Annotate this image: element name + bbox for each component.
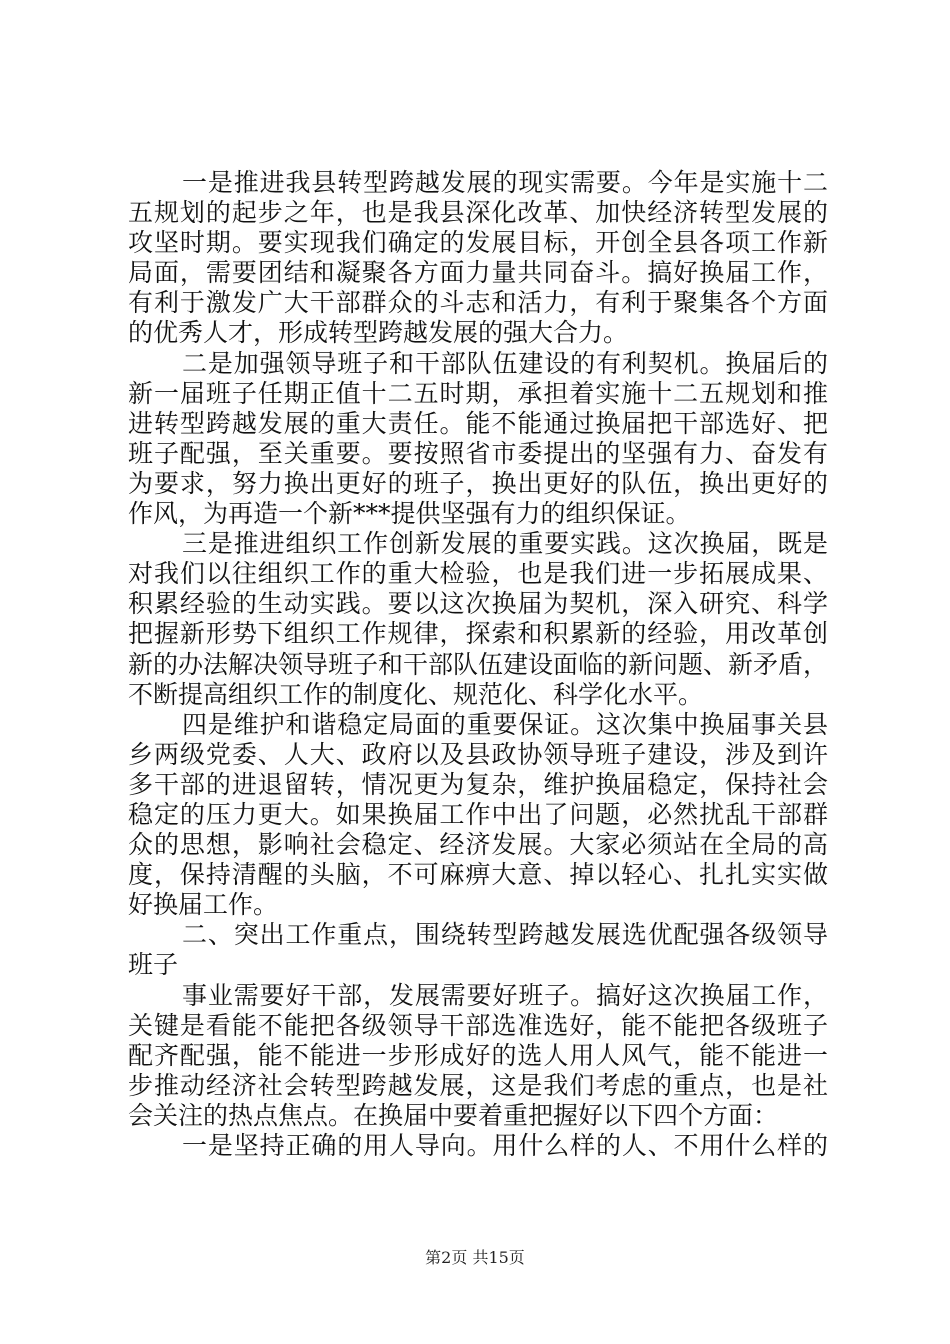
text-line: 度，保持清醒的头脑，不可麻痹大意、掉以轻心、扎扎实实做	[128, 860, 828, 890]
text-line: 五规划的起步之年，也是我县深化改革、加快经济转型发展的	[128, 198, 828, 228]
text-line: 三是推进组织工作创新发展的重要实践。这次换届，既是	[182, 529, 828, 559]
text-line: 二是加强领导班子和干部队伍建设的有利契机。换届后的	[182, 348, 828, 378]
text-line: 作风，为再造一个新***提供坚强有力的组织保证。	[128, 499, 691, 529]
text-line: 步推动经济社会转型跨越发展，这是我们考虑的重点，也是社	[128, 1070, 828, 1100]
text-line: 一是坚持正确的用人导向。用什么样的人、不用什么样的	[182, 1131, 828, 1160]
text-line: 事业需要好干部，发展需要好班子。搞好这次换届工作，	[182, 980, 828, 1010]
page-footer: 第2页 共15页	[425, 1248, 525, 1267]
text-line: 对我们以往组织工作的重大检验，也是我们进一步拓展成果、	[128, 559, 828, 589]
text-line: 好换届工作。	[128, 890, 279, 920]
text-line: 不断提高组织工作的制度化、规范化、科学化水平。	[128, 679, 704, 709]
section-heading-line: 班子	[128, 950, 179, 980]
text-line: 多干部的进退留转，情况更为复杂，维护换届稳定，保持社会	[128, 769, 828, 799]
text-line: 的优秀人才，形成转型跨越发展的强大合力。	[128, 318, 629, 348]
body-text	[128, 168, 828, 1161]
text-line: 关键是看能不能把各级领导干部选准选好，能不能把各级班子	[128, 1010, 828, 1040]
text-line: 四是维护和谐稳定局面的重要保证。这次集中换届事关县	[182, 709, 828, 739]
text-line: 把握新形势下组织工作规律，探索和积累新的经验，用改革创	[128, 619, 828, 649]
section-heading-line: 二、突出工作重点，围绕转型跨越发展选优配强各级领导	[182, 920, 828, 950]
text-line: 新一届班子任期正值十二五时期，承担着实施十二五规划和推	[128, 378, 828, 408]
text-line: 积累经验的生动实践。要以这次换届为契机，深入研究、科学	[128, 589, 828, 619]
text-line: 为要求，努力换出更好的班子，换出更好的队伍，换出更好的	[128, 468, 828, 498]
text-line: 一是推进我县转型跨越发展的现实需要。今年是实施十二	[182, 168, 828, 197]
text-line: 班子配强，至关重要。要按照省市委提出的坚强有力、奋发有	[128, 438, 828, 468]
text-line: 众的思想，影响社会稳定、经济发展。大家必须站在全局的高	[128, 830, 828, 860]
text-line: 稳定的压力更大。如果换届工作中出了问题，必然扰乱干部群	[128, 799, 828, 829]
text-line: 乡两级党委、人大、政府以及县政协领导班子建设，涉及到许	[128, 739, 828, 769]
text-line: 攻坚时期。要实现我们确定的发展目标，开创全县各项工作新	[128, 228, 828, 258]
text-line: 配齐配强，能不能进一步形成好的选人用人风气，能不能进一	[128, 1040, 828, 1070]
text-line: 有利于激发广大干部群众的斗志和活力，有利于聚集各个方面	[128, 288, 828, 318]
text-line: 新的办法解决领导班子和干部队伍建设面临的新问题、新矛盾，	[128, 649, 829, 679]
text-line: 局面，需要团结和凝聚各方面力量共同奋斗。搞好换届工作，	[128, 258, 828, 288]
text-line: 进转型跨越发展的重大责任。能不能通过换届把干部选好、把	[128, 408, 828, 438]
text-line: 会关注的热点焦点。在换届中要着重把握好以下四个方面：	[128, 1100, 779, 1130]
